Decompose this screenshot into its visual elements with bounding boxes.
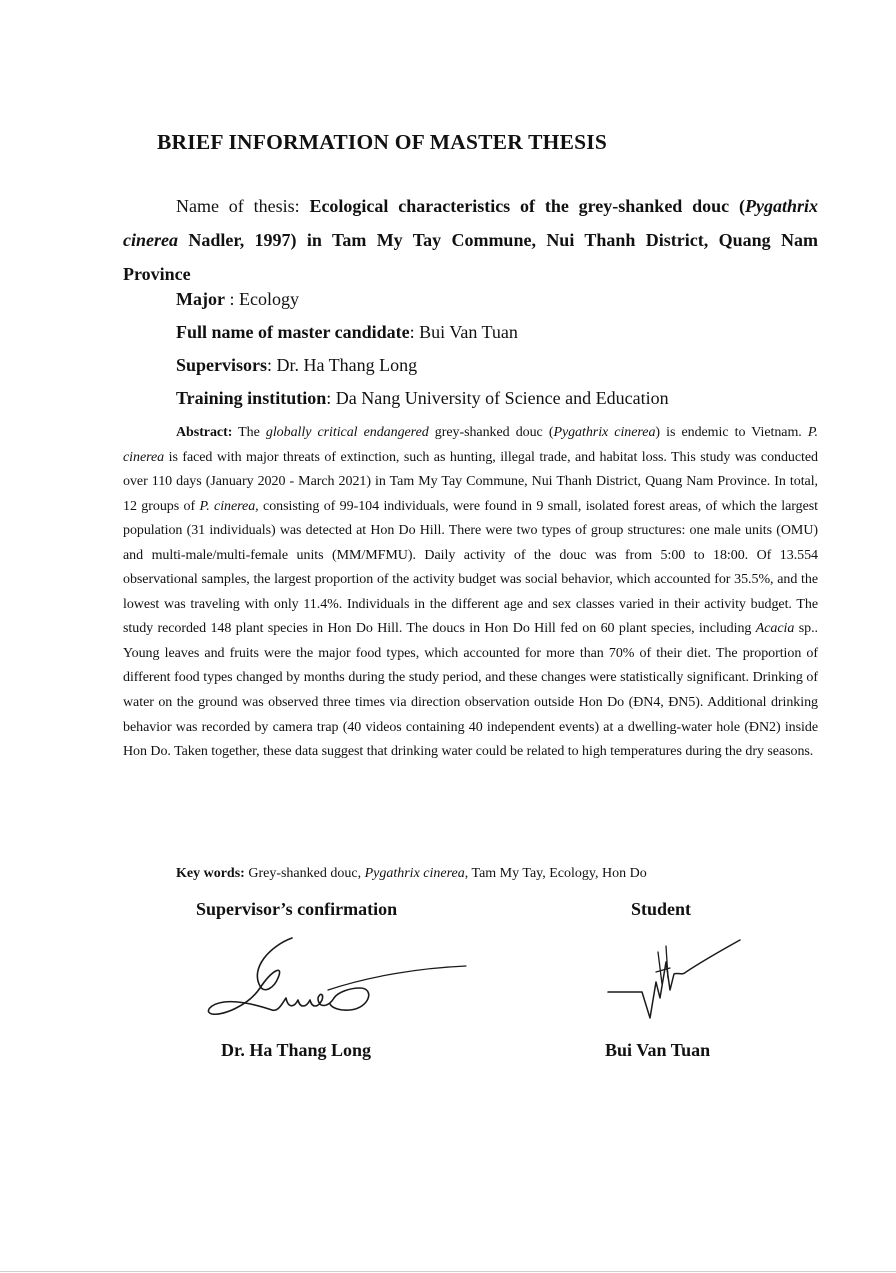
thesis-title-part1: Ecological characteristics of the grey-shanked douc ( — [309, 196, 745, 216]
keywords-text-2: , Tam My Tay, Ecology, Hon Do — [464, 866, 647, 881]
supervisor-confirmation-heading: Supervisor’s confirmation — [196, 899, 398, 919]
thesis-name-label: Name of thesis: — [176, 196, 310, 216]
student-name: Bui Van Tuan — [605, 1040, 711, 1060]
abstract-text-2: grey-shanked douc ( — [428, 425, 554, 440]
keywords-italic: Pygathrix cinerea — [364, 866, 465, 881]
candidate-value: : Bui Van Tuan — [409, 322, 518, 342]
keywords-text-1: Grey-shanked douc, — [244, 866, 365, 881]
thesis-name-paragraph — [123, 189, 818, 291]
abstract-text-3: ) is endemic to Vietnam. — [655, 425, 808, 440]
abstract-text-1: The — [232, 425, 266, 440]
supervisor-signature — [200, 928, 475, 1028]
abstract-paragraph — [123, 421, 818, 765]
page-bottom-edge — [0, 1271, 896, 1272]
abstract-label: Abstract: — [176, 425, 233, 440]
supervisor-name: Dr. Ha Thang Long — [221, 1040, 372, 1060]
abstract-text-4: is faced with major threats of extinction, such as hunting, illegal trade, and habitat loss. This study was conducted over 110 days (January 2020 - March 2021) in Tam My Tay Commune, Nui Thanh District, Quang Nam Province. In total, 12 groups of — [123, 449, 818, 514]
candidate-line — [176, 322, 518, 343]
student-heading: Student — [631, 899, 692, 919]
institution-label: Training institution — [176, 388, 327, 408]
candidate-label: Full name of master candidate — [176, 322, 410, 342]
major-value: : Ecology — [224, 289, 299, 309]
abstract-italic-3: P. cinerea — [123, 425, 818, 465]
supervisors-label: Supervisors — [176, 355, 268, 375]
thesis-title-part2: Nadler, 1997) in Tam My Tay Commune, Nui Thanh District, Quang Nam Province — [123, 230, 818, 284]
institution-line — [176, 388, 669, 409]
document-heading: BRIEF INFORMATION OF MASTER THESIS — [157, 130, 608, 154]
abstract-text-6: sp.. Young leaves and fruits were the major food types, which accounted for more than 70% of their diet. The proportion of different food types changed by months during the study period, and these changes were statistically significant. Drinking of water on the ground was observed three times via direction observation outside Hon Do (ĐN4, ĐN5). Additional drinking behavior was recorded by camera trap (40 videos containing 40 independent events) at a dwelling-water hole (ĐN2) inside Hon Do. Taken together, these data suggest that drinking water could be related to high temperatures during the dry seasons. — [123, 621, 818, 760]
institution-value: : Da Nang University of Science and Education — [326, 388, 669, 408]
thesis-title-species: Pygathrix cinerea — [123, 196, 818, 250]
major-label: Major — [176, 289, 225, 309]
supervisors-value: : Dr. Ha Thang Long — [267, 355, 418, 375]
abstract-italic-1: globally critical endangered — [265, 425, 429, 440]
keywords-label: Key words: — [176, 866, 245, 881]
major-line — [176, 289, 299, 310]
student-signature — [600, 932, 750, 1027]
abstract-italic-2: Pygathrix cinerea — [553, 425, 656, 440]
keywords-line — [176, 866, 647, 882]
abstract-text-5: consisting of 99-104 individuals, were found in 9 small, isolated forest areas, of which the largest population (31 individuals) was detected at Hon Do Hill. There were two types of group structures: one male units (OMU) and multi-male/multi-female units (MM/MFMU). Daily activity of the douc was from 5:00 to 18:00. Of 13.554 observational samples, the largest proportion of the activity budget was social behavior, which accounted for 35.5%, and the lowest was traveling with only 11.4%. Individuals in the different age and sex classes varied in their activity budget. The study recorded 148 plant species in Hon Do Hill. The doucs in Hon Do Hill fed on 60 plant species, including — [123, 498, 819, 637]
abstract-italic-4: P. cinerea, — [199, 498, 259, 514]
supervisors-line — [176, 355, 417, 376]
abstract-italic-5: Acacia — [755, 621, 795, 637]
